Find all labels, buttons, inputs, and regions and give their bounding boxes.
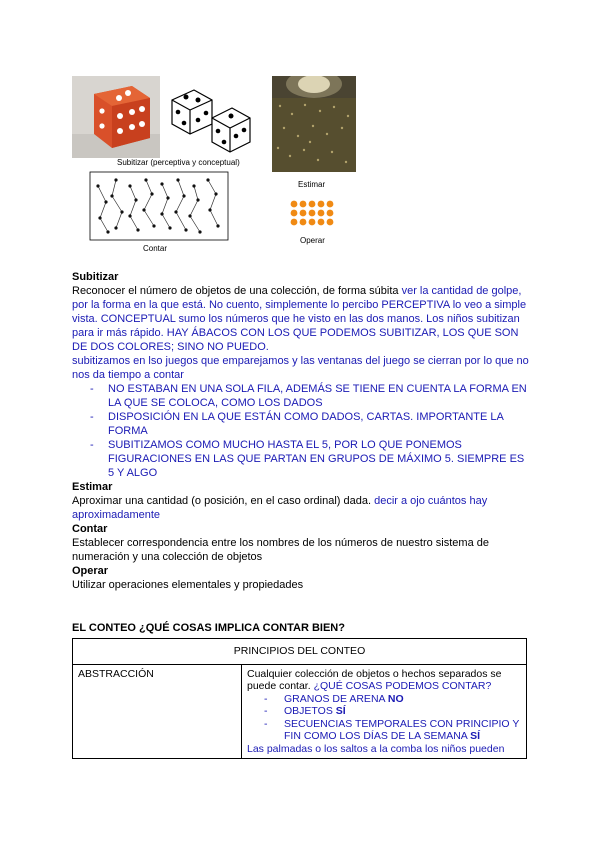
row-content-abstraccion xyxy=(242,664,527,759)
subitizar-note-2: subitizamos en lso juegos que emparejamos y las ventanas del juego se cierran por lo que no nos da tiempo a contar xyxy=(72,355,529,381)
principios-table xyxy=(72,638,527,759)
caption-estimar: Estimar xyxy=(298,180,326,189)
subitizar-definition: Reconocer el número de objetos de una colección, de forma súbita xyxy=(72,285,402,297)
illustration-collage xyxy=(72,76,362,252)
item-answer: SÍ xyxy=(470,730,481,742)
row-question: ¿QUÉ COSAS PODEMOS CONTAR? xyxy=(313,680,492,692)
item-text: GRANOS DE ARENA xyxy=(284,692,388,705)
item-answer: NO xyxy=(387,692,404,705)
caption-subitizar: Subitizar (perceptiva y conceptual) xyxy=(117,158,240,167)
connected-dots-drawing xyxy=(90,172,228,240)
conteo-title: EL CONTEO ¿QUÉ COSAS IMPLICA CONTAR BIEN? xyxy=(72,622,345,634)
heading-estimar: Estimar xyxy=(72,481,113,493)
row-text: Cualquier colección de objetos o hechos separados se puede contar. xyxy=(247,667,502,692)
table-header-row xyxy=(73,639,527,665)
row-footer: Las palmadas o los saltos a la comba los niños pueden xyxy=(247,742,505,755)
subitizar-paragraph xyxy=(72,284,532,354)
estimar-paragraph xyxy=(72,494,532,522)
dice-drawing xyxy=(172,90,250,152)
item-text: OBJETOS xyxy=(284,705,336,717)
table-header: PRINCIPIOS DEL CONTEO xyxy=(73,639,527,665)
subitizar-bullet-list xyxy=(72,382,532,480)
abstraccion-item-list xyxy=(247,693,521,743)
estimar-definition: Aproximar una cantidad (o posición, en el caso ordinal) dada. xyxy=(72,495,375,507)
orange-dots-grid xyxy=(291,201,334,226)
list-item xyxy=(247,693,521,706)
list-item xyxy=(247,718,521,743)
list-item: - NO ESTABAN EN UNA SOLA FILA, ADEMÁS SE TIENE EN CUENTA LA FORMA EN LA QUE SE COLOCA, COMO LOS DADOS xyxy=(72,382,532,410)
estimar-note: decir a ojo cuántos hay aproximadamente xyxy=(72,495,488,521)
operar-definition: Utilizar operaciones elementales y propiedades xyxy=(72,579,304,591)
red-die-photo xyxy=(72,76,160,158)
crowd-photo xyxy=(272,76,356,172)
table-row xyxy=(73,664,527,759)
contar-definition: Establecer correspondencia entre los nombres de los números de nuestro sistema de numeración y una colección de objetos xyxy=(72,537,490,563)
list-item xyxy=(247,705,521,718)
item-text: SECUENCIAS TEMPORALES CON PRINCIPIO Y FIN COMO LOS DÍAS DE LA SEMANA xyxy=(284,717,520,742)
list-item: - DISPOSICIÓN EN LA QUE ESTÁN COMO DADOS, CARTAS. IMPORTANTE LA FORMA xyxy=(72,410,532,438)
heading-operar: Operar xyxy=(72,565,109,577)
heading-contar: Contar xyxy=(72,523,108,535)
caption-operar: Operar xyxy=(300,236,325,245)
heading-subitizar: Subitizar xyxy=(72,271,119,283)
caption-contar: Contar xyxy=(143,244,168,253)
subitizar-note-1: ver la cantidad de golpe, por la forma en la que está. No cuento, simplemente lo percibo PERCEPTIVA lo veo a simple vista. CONCEPTUAL sumo los números que he visto en las dos manos. Los niños subitizan para ir más rápido. HAY ÁBACOS CON LOS QUE PODEMOS SUBITIZAR, LOS QUE SON DE DOS COLORES; SINO NO PUEDO. xyxy=(72,285,527,353)
row-label-abstraccion: ABSTRACCIÓN xyxy=(73,664,242,759)
list-item: - SUBITIZAMOS COMO MUCHO HASTA EL 5, POR LO QUE PONEMOS FIGURACIONES EN LAS QUE PARTAN EN GRUPOS DE MÁXIMO 5. SIEMPRE ES 5 Y ALGO xyxy=(72,438,532,480)
item-answer: SÍ xyxy=(335,705,346,717)
document-body xyxy=(72,270,532,592)
